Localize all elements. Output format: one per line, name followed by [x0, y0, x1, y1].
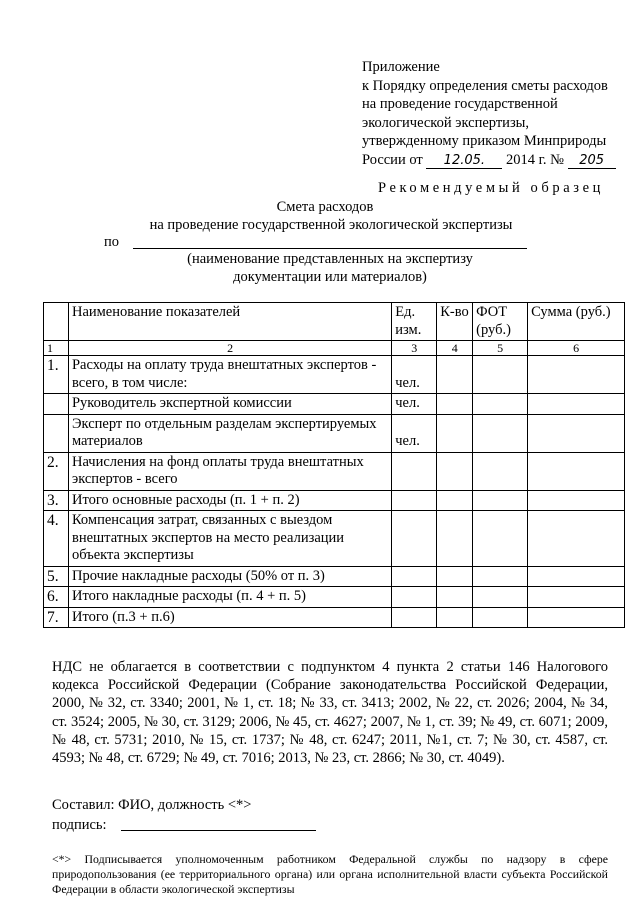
row-name: Итого накладные расходы (п. 4 + п. 5) — [68, 587, 391, 608]
row-name: Прочие накладные расходы (50% от п. 3) — [68, 566, 391, 587]
table-row — [44, 490, 625, 511]
appendix-line: к Порядку определения сметы расходов — [362, 77, 608, 94]
year-text: 2014 г. № — [505, 151, 565, 168]
row-qty — [437, 490, 473, 511]
table-row — [44, 356, 625, 394]
appendix-title: Приложение — [362, 59, 440, 75]
appendix-line: на проведение государственной — [362, 96, 558, 113]
document-subtitle: на проведение государственной экологической экспертизы — [149, 217, 513, 233]
row-unit — [392, 490, 437, 511]
appendix-line: утвержденному приказом Минприроды — [362, 133, 607, 150]
colnum: 4 — [437, 341, 473, 356]
po-caption-line: документации или материалов) — [233, 269, 427, 285]
row-sum — [528, 394, 625, 415]
row-unit — [392, 566, 437, 587]
header-num — [44, 303, 69, 341]
nds-paragraph: НДС не облагается в соответствии с подпунктом 4 пункта 2 статьи 146 Налогового кодекса Российской Федерации (Собрание законодательства Российской Федерации, 2000, № 32, ст. 3340; 2001, № 1, ст. 18; № 33, ст. 3413; 2002, № 22, ст. 2026; 2004, № 34, ст. 3524; 2005, № 30, ст. 3129; 2006, № 45, ст. 4627; 2007, № 1, ст. 39; № 49, ст. 6071; 2009, № 48, ст. 5731; 2010, № 15, ст. 1737; № 48, ст. 6247; 2011, №1, ст. 7; № 30, ст. 4587, ст. 4593; № 48, ст. 6729; № 49, ст. 7016; 2013, № 23, ст. 2866; № 30, ст. 4049). — [52, 659, 608, 767]
row-unit — [392, 587, 437, 608]
table-header-row — [44, 303, 625, 341]
table-row — [44, 452, 625, 490]
sample-label: Рекомендуемый образец — [378, 180, 604, 196]
row-name: Эксперт по отдельным разделам экспертируемых материалов — [68, 414, 391, 452]
colnum: 1 — [44, 341, 69, 356]
po-fill-line — [133, 248, 527, 249]
row-unit: чел. — [392, 394, 437, 415]
estimate-table — [43, 302, 625, 628]
row-fot — [473, 587, 528, 608]
row-fot — [473, 356, 528, 394]
row-name: Расходы на оплату труда внештатных экспертов - всего, в том числе: — [68, 356, 391, 394]
appendix-date-line — [362, 151, 632, 170]
date-prefix: России от — [362, 151, 423, 168]
row-qty — [437, 607, 473, 628]
row-sum — [528, 511, 625, 567]
appendix-block — [362, 58, 632, 170]
table-row — [44, 587, 625, 608]
row-sum — [528, 356, 625, 394]
row-qty — [437, 414, 473, 452]
row-qty — [437, 587, 473, 608]
row-qty — [437, 356, 473, 394]
table-row — [44, 607, 625, 628]
row-number: 2. — [44, 452, 69, 490]
row-fot — [473, 607, 528, 628]
row-qty — [437, 566, 473, 587]
row-name: Руководитель экспертной комиссии — [68, 394, 391, 415]
row-unit — [392, 452, 437, 490]
row-fot — [473, 511, 528, 567]
row-qty — [437, 511, 473, 567]
table-row — [44, 511, 625, 567]
row-qty — [437, 394, 473, 415]
footnote: <*> Подписывается уполномоченным работником Федеральной службы по надзору в сфере природопользования (ее территориального органа) или органа исполнительной власти субъекта Российской Федерации в области экологической экспертизы — [52, 852, 608, 896]
header-qty: К-во — [437, 303, 473, 341]
row-fot — [473, 490, 528, 511]
po-label: по — [104, 234, 120, 250]
signature-label: подпись: — [52, 817, 107, 833]
row-name: Начисления на фонд оплаты труда внештатных экспертов - всего — [68, 452, 391, 490]
table-row — [44, 394, 625, 415]
po-caption — [130, 250, 530, 286]
po-caption-line: (наименование представленных на экспертизу — [187, 251, 473, 267]
row-sum — [528, 490, 625, 511]
row-sum — [528, 452, 625, 490]
colnum: 2 — [68, 341, 391, 356]
header-unit: Ед. изм. — [392, 303, 437, 341]
row-sum — [528, 414, 625, 452]
table-row — [44, 414, 625, 452]
row-name: Компенсация затрат, связанных с выездом внештатных экспертов на место реализации объекта экспертизы — [68, 511, 391, 567]
compiled-by-label: Составил: ФИО, должность <*> — [52, 797, 252, 813]
row-number: 4. — [44, 511, 69, 567]
document-title: Смета расходов — [276, 199, 374, 215]
row-unit: чел. — [392, 356, 437, 394]
handwritten-number: 205 — [568, 154, 616, 169]
row-number: 6. — [44, 587, 69, 608]
row-sum — [528, 607, 625, 628]
row-qty — [437, 452, 473, 490]
header-name: Наименование показателей — [68, 303, 391, 341]
row-number: 1. — [44, 356, 69, 394]
row-fot — [473, 452, 528, 490]
row-number: 7. — [44, 607, 69, 628]
appendix-line: экологической экспертизы, — [362, 114, 530, 131]
signature-line — [121, 830, 316, 831]
handwritten-date: 12.05. — [426, 154, 502, 169]
header-sum: Сумма (руб.) — [528, 303, 625, 341]
row-number — [44, 394, 69, 415]
header-fot: ФОТ (руб.) — [473, 303, 528, 341]
row-fot — [473, 414, 528, 452]
row-sum — [528, 566, 625, 587]
row-fot — [473, 566, 528, 587]
table-row — [44, 566, 625, 587]
colnum: 5 — [473, 341, 528, 356]
row-name: Итого основные расходы (п. 1 + п. 2) — [68, 490, 391, 511]
row-name: Итого (п.3 + п.6) — [68, 607, 391, 628]
row-sum — [528, 587, 625, 608]
row-number: 5. — [44, 566, 69, 587]
row-number — [44, 414, 69, 452]
row-unit: чел. — [392, 414, 437, 452]
row-unit — [392, 607, 437, 628]
row-number: 3. — [44, 490, 69, 511]
row-fot — [473, 394, 528, 415]
colnum: 3 — [392, 341, 437, 356]
column-numbers-row — [44, 341, 625, 356]
colnum: 6 — [528, 341, 625, 356]
row-unit — [392, 511, 437, 567]
